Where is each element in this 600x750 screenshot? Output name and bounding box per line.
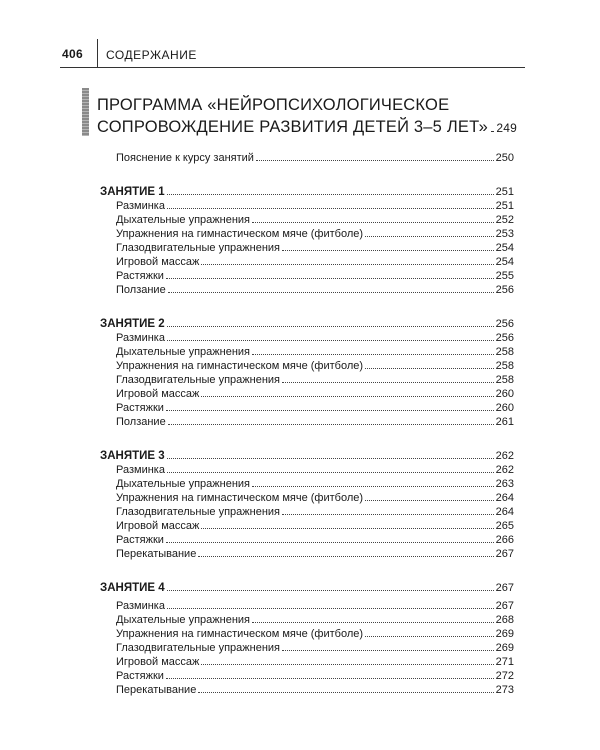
toc-lesson-title: ЗАНЯТИЕ 1 [100,186,165,198]
toc-entry-page: 265 [495,520,514,532]
dot-leader [166,410,494,411]
dot-leader [282,650,494,651]
toc-entry-label: Перекатывание [116,548,197,560]
toc-entry-label: Разминка [116,200,165,212]
toc-entry-page: 255 [495,270,514,282]
toc-entry[interactable] [116,641,514,655]
page-number: 406 [62,47,83,61]
dot-leader [252,222,494,223]
toc-entry-page: 267 [495,600,514,612]
toc-lesson-4[interactable] [100,581,514,595]
toc-entry[interactable] [116,505,514,519]
toc-entry-page: 268 [495,614,514,626]
toc-entry[interactable] [116,627,514,641]
dot-leader [167,194,494,195]
toc-entry[interactable] [116,331,514,345]
toc-entry-page: 260 [495,388,514,400]
toc-entry[interactable] [116,255,514,269]
toc-entry-page: 253 [495,228,514,240]
dot-leader [167,326,494,327]
dot-leader [198,556,493,557]
toc-entry-page: 254 [495,242,514,254]
toc-entry-page: 263 [495,478,514,490]
toc-entry-page: 256 [495,284,514,296]
toc-entry-page: 272 [495,670,514,682]
dot-leader [365,636,494,637]
dot-leader [365,368,494,369]
toc-entry-page: 254 [495,256,514,268]
dot-leader [201,264,493,265]
toc-entry-page: 267 [495,582,514,594]
toc-entry-label: Игровой массаж [116,388,200,400]
dot-leader [167,340,494,341]
toc-entry-label: Растяжки [116,402,164,414]
toc-entry-label: Пояснение к курсу занятий [116,152,254,164]
dot-leader [365,236,494,237]
toc-entry-label: Глазодвигательные упражнения [116,642,280,654]
toc-entry-label: Перекатывание [116,684,197,696]
toc-entry-label: Растяжки [116,534,164,546]
dot-leader [201,396,493,397]
dot-leader [198,692,493,693]
toc-entry-page: 273 [495,684,514,696]
dot-leader [168,292,494,293]
dot-leader [491,131,493,132]
toc-entry-page: 271 [495,656,514,668]
toc-lesson-title: ЗАНЯТИЕ 3 [100,450,165,462]
toc-entry-page: 258 [495,360,514,372]
toc-entry-page: 269 [495,628,514,640]
toc-entry[interactable] [116,373,514,387]
toc-lesson-1[interactable] [100,185,514,199]
program-title-line2: СОПРОВОЖДЕНИЕ РАЗВИТИЯ ДЕТЕЙ 3–5 ЛЕТ» [97,118,489,136]
toc-entry-page: 264 [495,506,514,518]
section-marker-bar [82,88,89,136]
toc-entry-page: 252 [495,214,514,226]
toc-entry-label: Игровой массаж [116,656,200,668]
toc-entry-page: 251 [495,186,514,198]
toc-entry-page: 261 [495,416,514,428]
toc-entry-label: Разминка [116,332,165,344]
toc-entry-label: Растяжки [116,270,164,282]
toc-entry-page: 258 [495,374,514,386]
toc-entry-label: Игровой массаж [116,256,200,268]
dot-leader [167,472,494,473]
toc-entry-label: Глазодвигательные упражнения [116,242,280,254]
toc-entry-label: Дыхательные упражнения [116,214,250,226]
toc-lesson-title: ЗАНЯТИЕ 2 [100,318,165,330]
toc-entry-label: Разминка [116,464,165,476]
dot-leader [167,590,494,591]
toc-entry-label: Ползание [116,416,166,428]
toc-entry-label: Упражнения на гимнастическом мяче (фитболе) [116,228,364,240]
header-divider [97,39,98,67]
toc-entry-label: Упражнения на гимнастическом мяче (фитболе) [116,360,364,372]
dot-leader [282,250,494,251]
dot-leader [252,486,494,487]
toc-entry[interactable] [116,359,514,373]
dot-leader [166,278,494,279]
toc-entry-label: Дыхательные упражнения [116,478,250,490]
toc-entry[interactable] [116,463,514,477]
toc-entry[interactable] [116,519,514,533]
program-title[interactable] [97,94,517,139]
dot-leader [168,424,494,425]
toc-entry-page: 262 [495,464,514,476]
toc-entry-label: Дыхательные упражнения [116,346,250,358]
dot-leader [201,528,493,529]
toc-entry[interactable] [116,345,514,359]
toc-entry-page: 269 [495,642,514,654]
dot-leader [166,542,494,543]
toc-entry-label: Дыхательные упражнения [116,614,250,626]
toc-entry-label: Разминка [116,600,165,612]
dot-leader [166,678,494,679]
toc-entry-page: 251 [495,200,514,212]
toc-entry-page: 256 [495,332,514,344]
program-title-line1: ПРОГРАММА «НЕЙРОПСИХОЛОГИЧЕСКОЕ [97,96,450,114]
running-header-title: СОДЕРЖАНИЕ [106,48,197,62]
dot-leader [201,664,493,665]
dot-leader [167,208,494,209]
toc-entry-label: Игровой массаж [116,520,200,532]
dot-leader [252,354,494,355]
toc-entry[interactable] [116,401,514,415]
toc-entry-label: Растяжки [116,670,164,682]
program-page: 249 [496,121,517,135]
toc-lesson-title: ЗАНЯТИЕ 4 [100,582,165,594]
toc-entry-page: 260 [495,402,514,414]
dot-leader [282,382,494,383]
toc-entry-label: Ползание [116,284,166,296]
running-header [60,45,525,68]
toc-lesson-3[interactable] [100,449,514,463]
toc-entry-page: 266 [495,534,514,546]
dot-leader [282,514,494,515]
toc-entry[interactable] [116,415,514,429]
dot-leader [167,608,494,609]
toc-entry[interactable] [116,227,514,241]
toc-entry[interactable] [116,613,514,627]
toc-entry-page: 262 [495,450,514,462]
toc-lesson-2[interactable] [100,317,514,331]
toc-entry[interactable] [116,283,514,297]
toc-entry-intro[interactable] [116,151,514,165]
toc-entry-label: Упражнения на гимнастическом мяче (фитболе) [116,628,364,640]
toc-entry[interactable] [116,199,514,213]
dot-leader [365,500,494,501]
toc-entry[interactable] [116,669,514,683]
toc-entry-label: Упражнения на гимнастическом мяче (фитболе) [116,492,364,504]
toc-entry-page: 267 [495,548,514,560]
toc-entry[interactable] [116,683,514,697]
toc-entry-page: 258 [495,346,514,358]
toc-entry[interactable] [116,655,514,669]
toc-entry-label: Глазодвигательные упражнения [116,506,280,518]
toc-entry-label: Глазодвигательные упражнения [116,374,280,386]
toc-entry-page: 256 [495,318,514,330]
toc-entry[interactable] [116,533,514,547]
toc-entry[interactable] [116,387,514,401]
toc-entry[interactable] [116,241,514,255]
dot-leader [252,622,494,623]
dot-leader [167,458,494,459]
toc-entry[interactable] [116,477,514,491]
toc-entry-page: 250 [495,152,514,164]
toc-entry[interactable] [116,491,514,505]
toc-entry[interactable] [116,269,514,283]
toc-entry[interactable] [116,599,514,613]
program-title-line2-row [97,116,517,139]
toc-entry[interactable] [116,547,514,561]
toc-entry[interactable] [116,213,514,227]
toc-entry-page: 264 [495,492,514,504]
dot-leader [256,160,494,161]
